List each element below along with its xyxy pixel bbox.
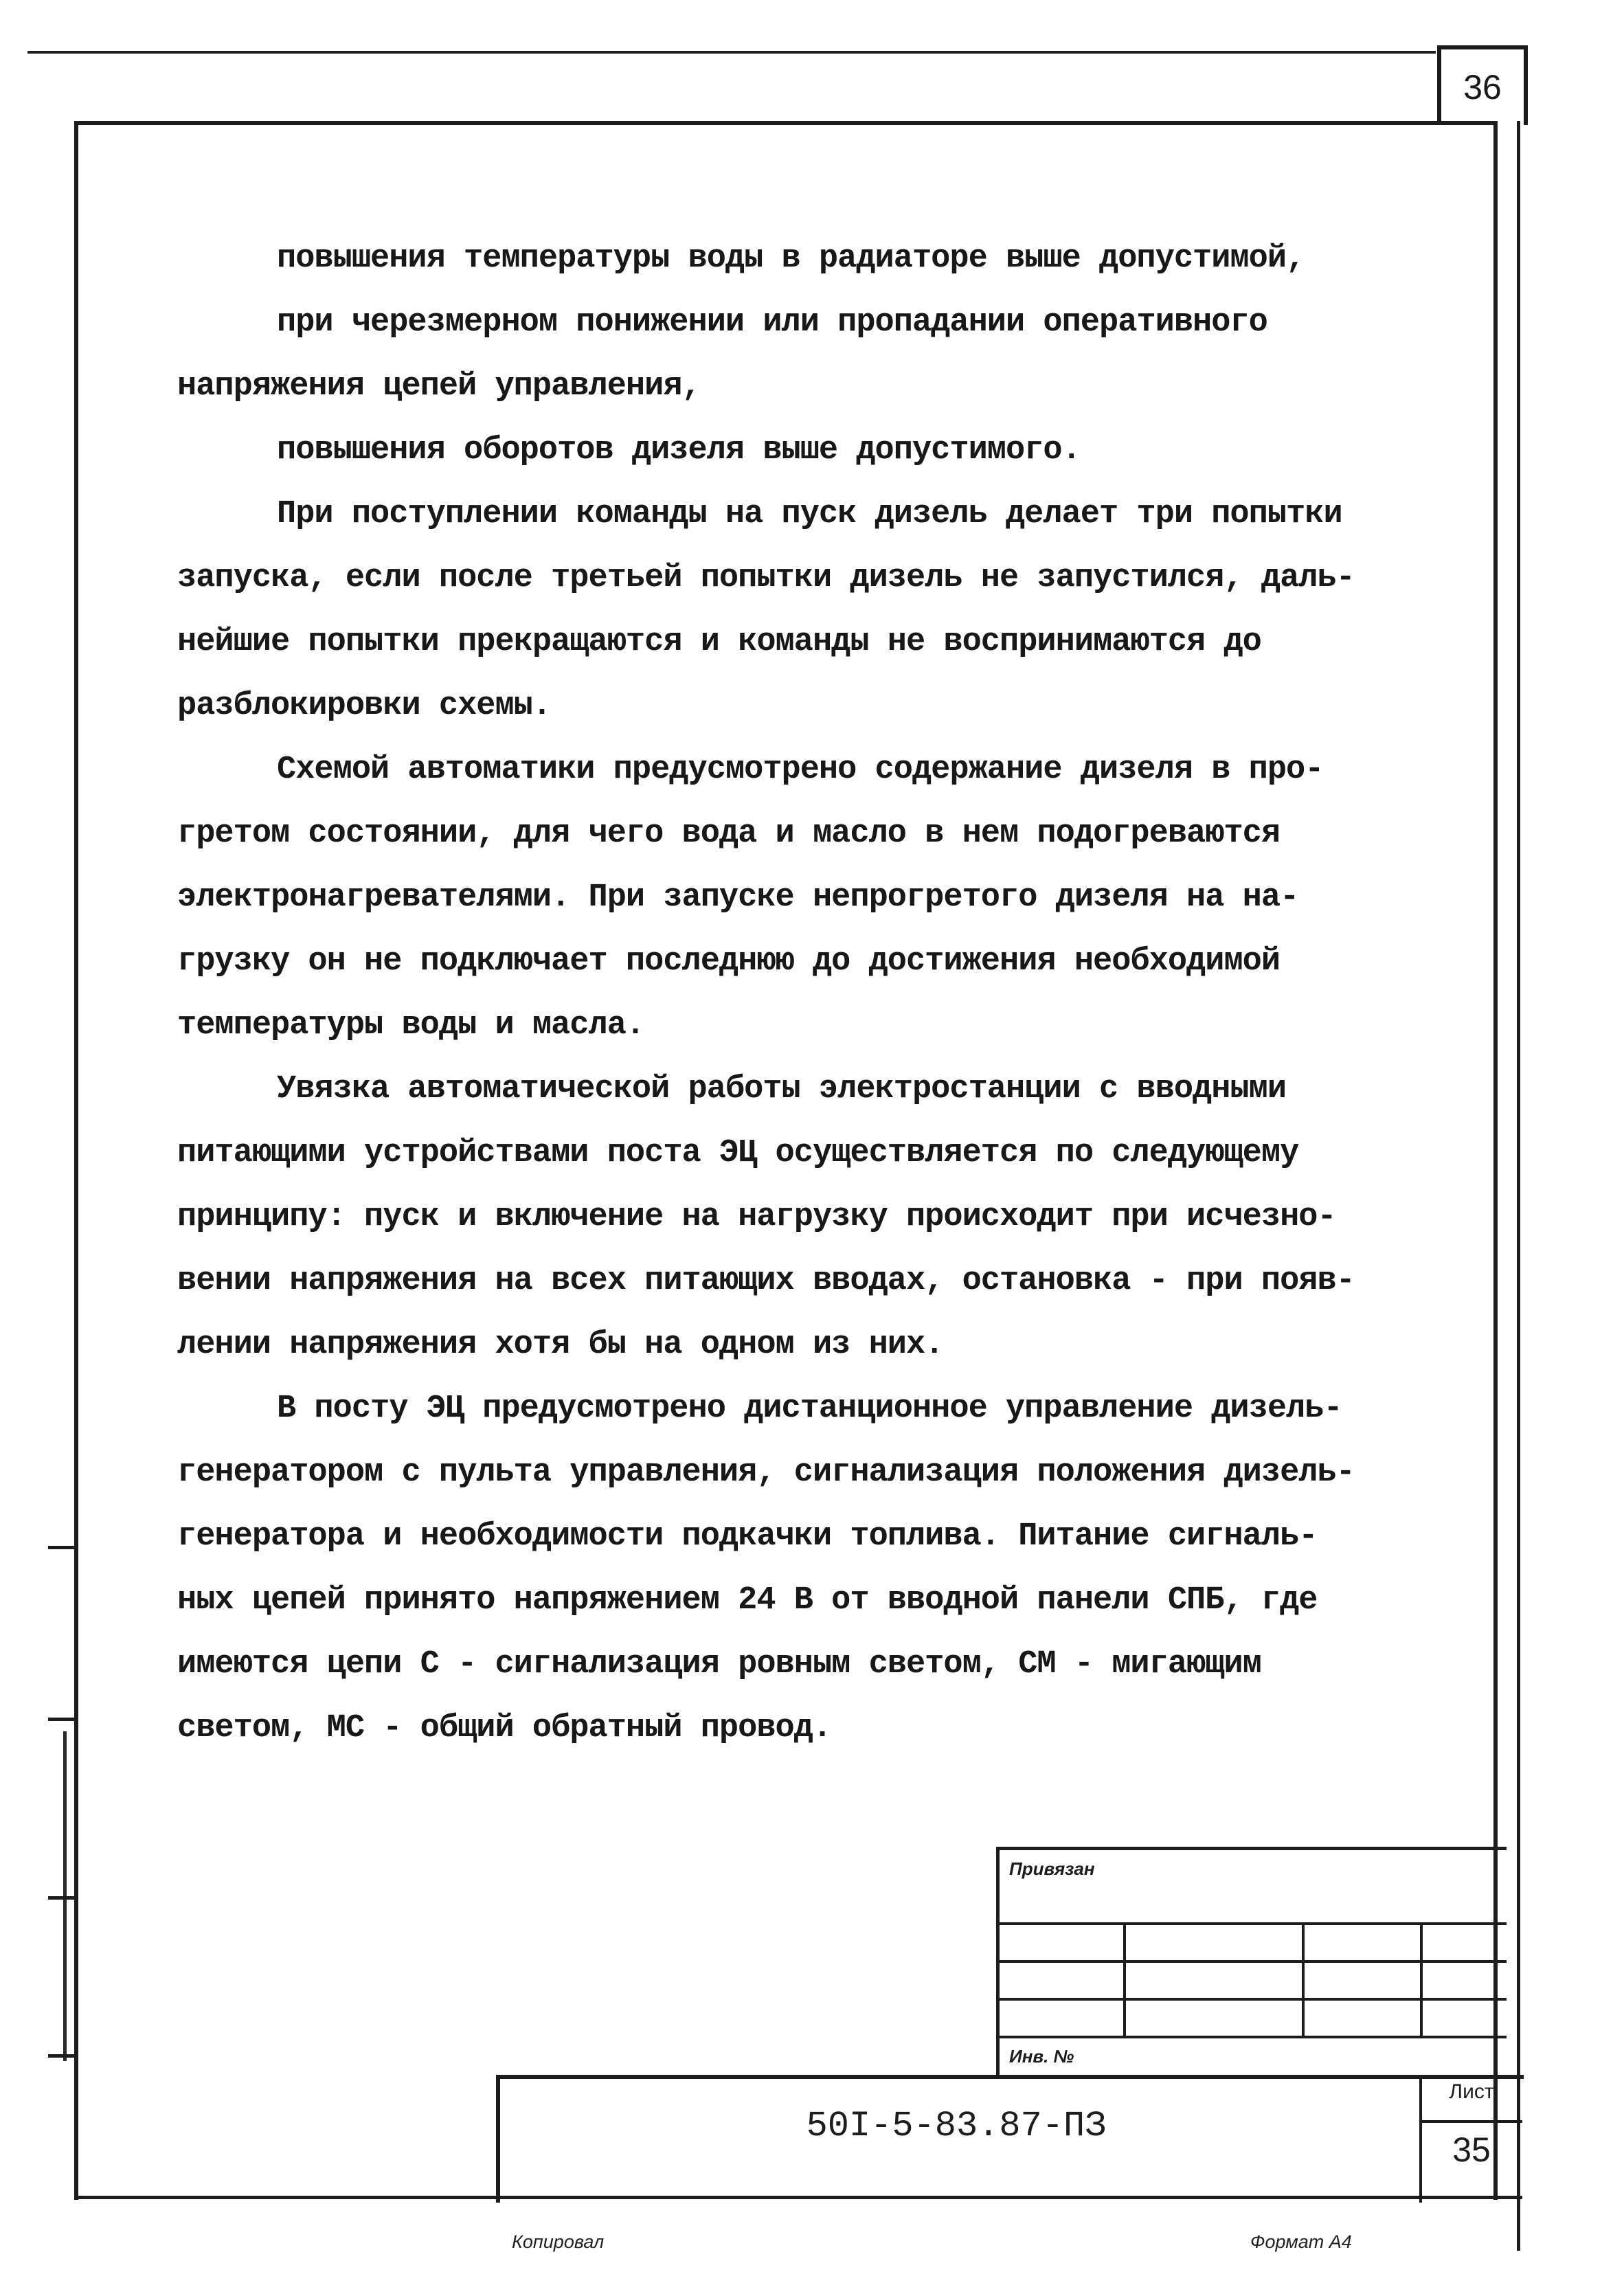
title-block-divider <box>1419 2079 1422 2203</box>
stamp-row-line <box>1000 1998 1507 2001</box>
stamp-col-line <box>1302 1922 1305 2036</box>
stamp-inv-label: Инв. № <box>1009 2046 1074 2067</box>
title-block-sheet-line <box>1419 2120 1522 2123</box>
body-line: грузку он не подключает последнюю до достижения необходимой <box>177 943 1281 980</box>
body-line: генератора и необходимости подкачки топлива. Питание сигналь- <box>177 1518 1318 1555</box>
body-line: питающими устройствами поста ЭЦ осуществляется по следующему <box>177 1135 1299 1171</box>
document-code: 50I-5-83.87-ПЗ <box>806 2106 1107 2146</box>
sheet-number: 35 <box>1452 2130 1491 2169</box>
margin-tick <box>48 1546 76 1549</box>
body-line: запуска, если после третьей попытки дизель не запустился, даль- <box>177 560 1355 596</box>
body-line: повышения оборотов дизеля выше допустимого. <box>277 432 1081 469</box>
stamp-row-line <box>1000 1960 1507 1963</box>
outer-right-border <box>1517 121 1520 2251</box>
body-line: светом, МС - общий обратный провод. <box>177 1710 832 1746</box>
stamp-linked-label: Привязан <box>1009 1858 1095 1879</box>
body-line: генератором с пульта управления, сигнализация положения дизель- <box>177 1454 1355 1491</box>
stamp-col-line <box>1420 1922 1423 2036</box>
footer-copied-label: Копировал <box>512 2231 605 2252</box>
body-line: электронагревателями. При запуске непрогретого дизеля на на- <box>177 879 1299 916</box>
body-line: Схемой автоматики предусмотрено содержание дизеля в про- <box>277 752 1324 788</box>
stamp-row-line <box>1000 2036 1507 2038</box>
body-line: принципу: пуск и включение на нагрузку происходит при исчезно- <box>177 1199 1336 1235</box>
body-line: разблокировки схемы. <box>177 688 552 724</box>
body-line: напряжения цепей управления, <box>177 368 701 405</box>
body-line: нейшие попытки прекращаются и команды не воспринимаются до <box>177 624 1261 660</box>
body-line: вении напряжения на всех питающих вводах, остановка - при появ- <box>177 1263 1355 1299</box>
body-line: гретом состоянии, для чего вода и масло в нем подогреваются <box>177 816 1281 852</box>
body-line: Увязка автоматической работы электростанции с вводными <box>277 1071 1287 1107</box>
approval-stamp <box>996 1847 1507 2077</box>
body-line: В посту ЭЦ предусмотрено дистанционное управление дизель- <box>277 1391 1342 1427</box>
body-line: При поступлении команды на пуск дизель делает три попытки <box>277 496 1342 532</box>
margin-tick <box>48 1896 76 1900</box>
body-line: при черезмерном понижении или пропадании оперативного <box>277 304 1267 341</box>
stamp-col-line <box>1123 1922 1126 2036</box>
body-line: повышения температуры воды в радиаторе выше допустимой, <box>277 240 1305 277</box>
margin-tick <box>48 2054 76 2058</box>
stamp-row-line <box>1000 1922 1507 1925</box>
footer-format-label: Формат А4 <box>1250 2231 1352 2252</box>
body-line: лении напряжения хотя бы на одном из них. <box>177 1327 944 1363</box>
body-line: ных цепей принято напряжением 24 В от вводной панели СПБ, где <box>177 1582 1318 1619</box>
sheet-label: Лист <box>1449 2080 1494 2103</box>
body-line: имеются цепи С - сигнализация ровным светом, СМ - мигающим <box>177 1646 1261 1683</box>
body-line: температуры воды и масла. <box>177 1007 645 1044</box>
margin-tick <box>48 1718 76 1721</box>
page-number: 36 <box>1463 68 1502 106</box>
page-number-box <box>1437 45 1528 125</box>
top-border-line <box>27 51 1436 54</box>
body-text <box>177 227 1455 1760</box>
